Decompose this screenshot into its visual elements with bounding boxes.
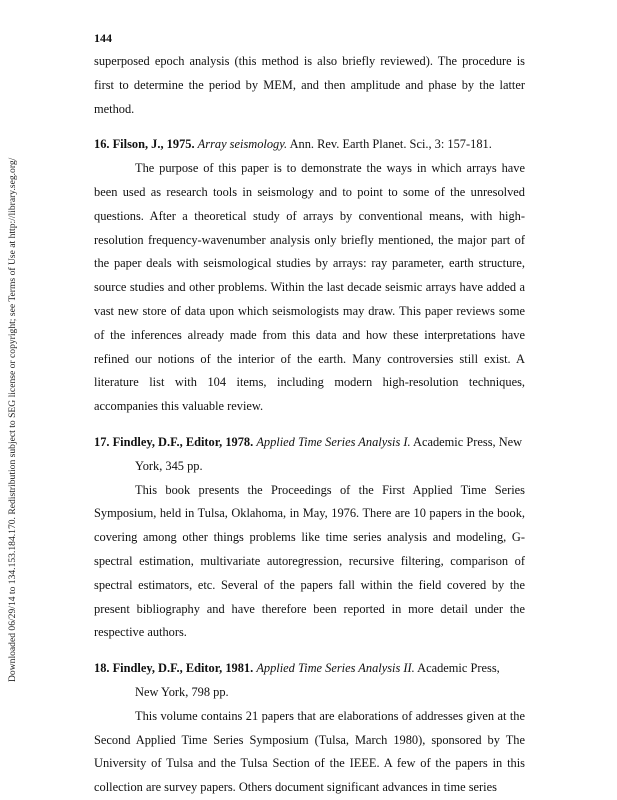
intro-paragraph: superposed epoch analysis (this method is also briefly reviewed). The procedure is first to determine the period by MEM, and then amplitude and phase by the latter method. (94, 54, 525, 116)
entry-abstract: This volume contains 21 papers that are elaborations of addresses given at the Second Applied Time Series Symposium (Tulsa, March 1980), sponsored by The University of Tulsa and the Tulsa Section of the IEEE. A few of the papers in this collection are survey papers. Others document significant advances in time series (94, 708, 525, 795)
bibliography-entry-16 (94, 133, 525, 419)
entry-abstract: This book presents the Proceedings of the First Applied Time Series Symposium, held in Tulsa, Oklahoma, in May, 1976. There are 10 papers in the book, covering among other things problems like time series analysis and modeling, G-spectral estimation, multivariate autoregression, recursive filtering, comparison of spectral estimators, etc. Several of the papers fall within the field covered by the present bibliography and have therefore been reported in more detail under the respective authors. (94, 482, 525, 640)
entry-abstract: The purpose of this paper is to demonstrate the ways in which arrays have been used as research tools in seismology and to point to some of the unresolved questions. After a theoretical study of arrays by conventional means, with high-resolution frequency-wavenumber analysis only briefly mentioned, the major part of the paper deals with seismological studies by arrays: ray parameter, earth structure, source studies and other problems. Within the last decade seismic arrays have added a vast new store of data upon which seismologists may draw. This paper reviews some of the inferences already made from this data and how these interpretations have refined our notions of the interior of the earth. Many controversies still exist. A literature list with 104 items, including modern high-resolution techniques, accompanies this valuable review. (94, 161, 525, 414)
entry-citation: Academic Press, New York, 345 pp. (135, 434, 523, 473)
entry-number: 16. (94, 137, 110, 152)
page-body (94, 30, 525, 800)
entry-citation: Academic Press, New York, 798 pp. (135, 661, 500, 699)
entry-title: Array seismology. (197, 137, 288, 152)
entry-author: Findley, D.F., Editor, (112, 434, 223, 449)
bibliography-entry-18 (94, 657, 525, 800)
entry-number: 17. (94, 434, 110, 449)
bibliography-entry-17 (94, 431, 525, 645)
entry-year: 1981. (225, 661, 254, 676)
entry-heading (94, 133, 525, 157)
entry-heading (94, 431, 525, 479)
entry-citation: Ann. Rev. Earth Planet. Sci., 3: 157-181. (289, 137, 492, 152)
entry-year: 1975. (166, 137, 195, 152)
entry-number: 18. (94, 661, 110, 676)
entry-title: Applied Time Series Analysis II. (256, 661, 415, 676)
page-number: 144 (94, 31, 112, 45)
entry-author: Filson, J., (112, 137, 164, 152)
entry-heading (94, 657, 525, 705)
download-notice: Downloaded 06/29/14 to 134.153.184.170. Redistribution subject to SEG license or copyright; see Terms of Use at http://library.seg.org/ (7, 157, 18, 682)
entry-title: Applied Time Series Analysis I. (256, 434, 411, 449)
entry-year: 1978. (225, 434, 254, 449)
entry-author: Findley, D.F., Editor, (112, 661, 223, 676)
